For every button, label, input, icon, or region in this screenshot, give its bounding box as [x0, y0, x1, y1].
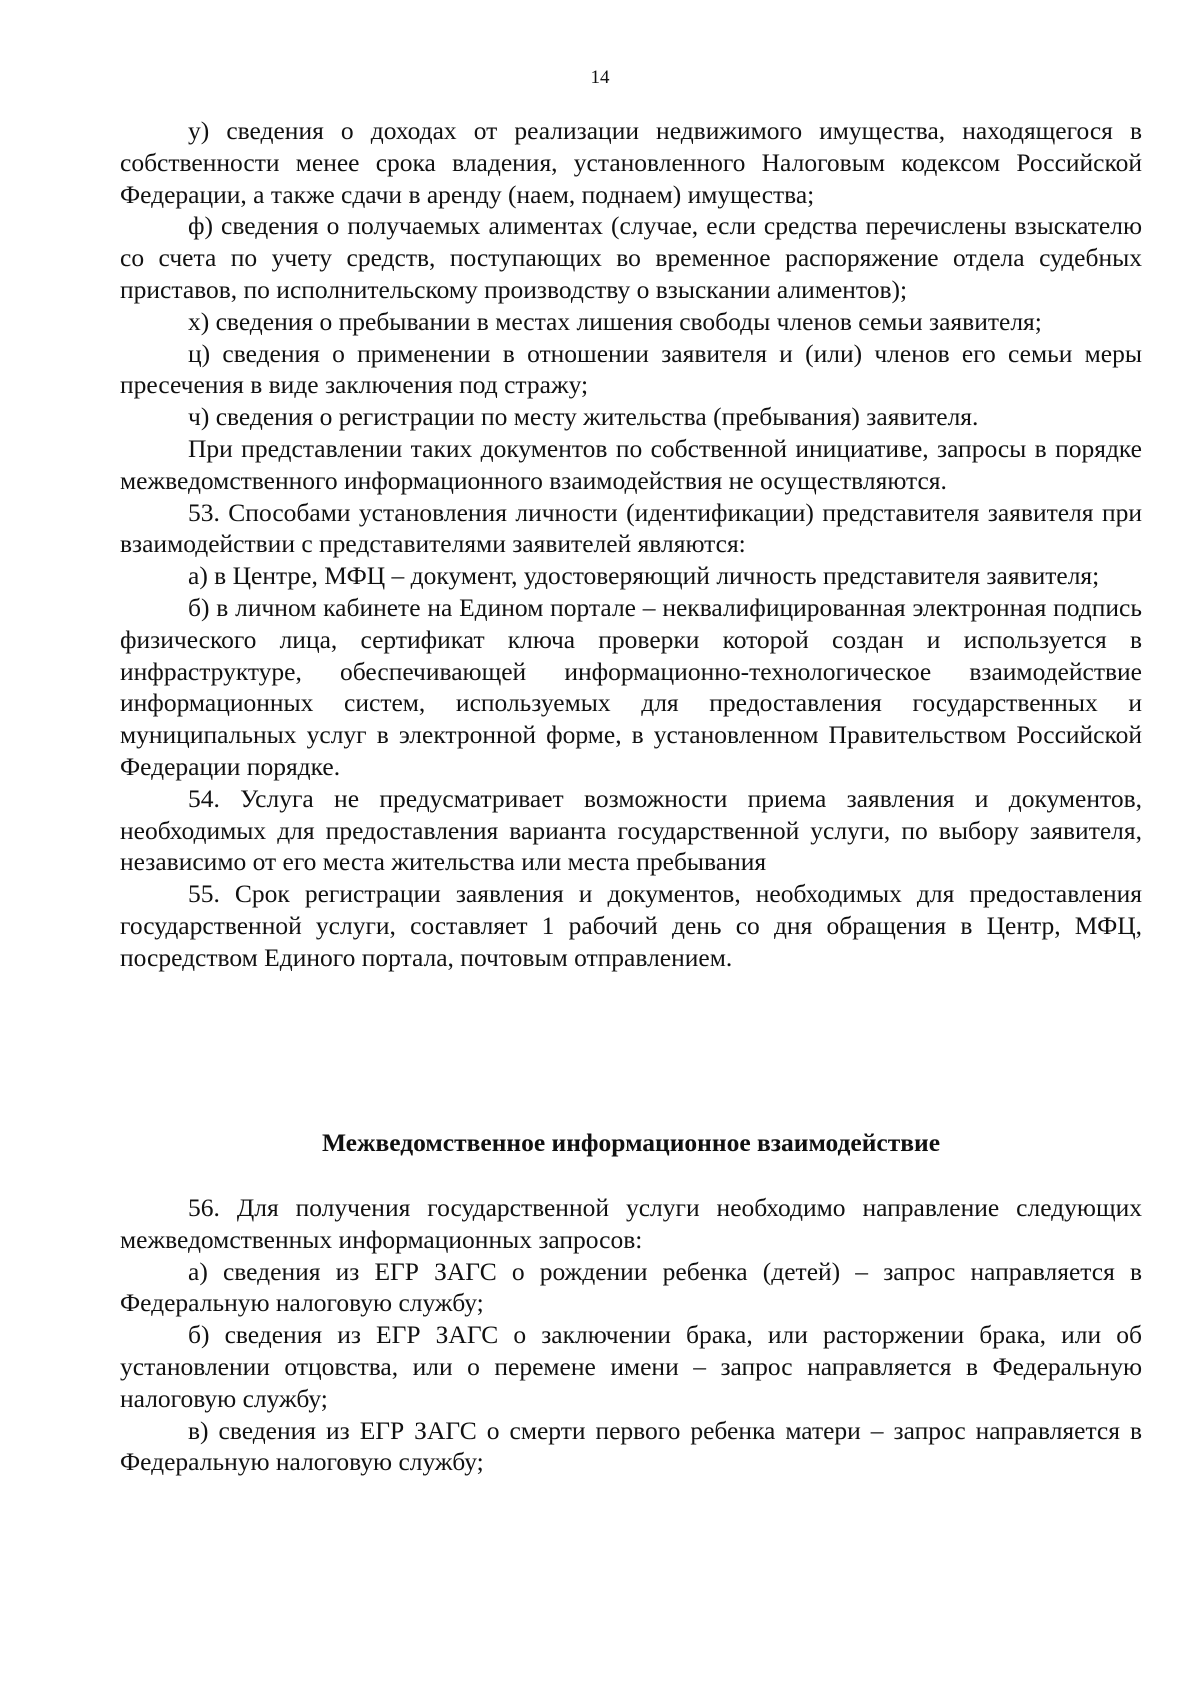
paragraph-f: ф) сведения о получаемых алиментах (случае, если средства перечислены взыскателю со счета по учету средств, поступающих во временное распоряжение отдела судебных приставов, по исполнительскому производству о взыскании алиментов); — [120, 211, 1142, 304]
paragraph-56-b: б) сведения из ЕГР ЗАГС о заключении брака, или расторжении брака, или об установлении отцовства, или о перемене имени – запрос направляется в Федеральную налоговую службу; — [120, 1320, 1142, 1413]
page-number: 14 — [590, 67, 610, 88]
section-heading: Межведомственное информационное взаимодействие — [321, 1128, 941, 1157]
paragraph-54: 54. Услуга не предусматривает возможности приема заявления и документов, необходимых для предоставления варианта государственной услуги, по выбору заявителя, независимо от его места жительства или места пребывания — [120, 783, 1142, 877]
paragraph-56: 56. Для получения государственной услуги необходимо направление следующих межведомственных информационных запросов: — [120, 1193, 1142, 1254]
paragraph-56-a: а) сведения из ЕГР ЗАГС о рождении ребенка (детей) – запрос направляется в Федеральную налоговую службу; — [120, 1256, 1142, 1318]
body-text-top — [120, 115, 1142, 974]
paragraph-ts: ц) сведения о применении в отношении заявителя и (или) членов его семьи меры пресечения в виде заключения под стражу; — [120, 338, 1142, 400]
paragraph-53-a: а) в Центре, МФЦ – документ, удостоверяющий личность представителя заявителя; — [188, 561, 1100, 591]
paragraph-55: 55. Срок регистрации заявления и документов, необходимых для предоставления государственной услуги, составляет 1 рабочий день со дня обращения в Центр, МФЦ, посредством Единого портала, почтовым отправлением. — [120, 879, 1142, 972]
paragraph-kh: х) сведения о пребывании в местах лишения свободы членов семьи заявителя; — [188, 306, 1042, 336]
paragraph-u: у) сведения о доходах от реализации недвижимого имущества, находящегося в собственности менее срока владения, установленного Налоговым кодексом Российской Федерации, а также сдачи в аренду (наем, поднаем) имущества; — [120, 116, 1142, 209]
paragraph-53-b: б) в личном кабинете на Едином портале – неквалифицированная электронная подпись физического лица, сертификат ключа проверки которой создан и используется в инфраструктуре, обеспечивающей информационно-технологическое взаимодействие информационных систем, используемых для предоставления государственных и муниципальных услуг в электронной форме, в установленном Правительством Российской Федерации порядке. — [120, 592, 1142, 781]
body-text-bottom — [120, 1192, 1142, 1478]
paragraph-initiative: При представлении таких документов по собственной инициативе, запросы в порядке межведомственного информационного взаимодействия не осуществляются. — [120, 433, 1142, 495]
paragraph-ch: ч) сведения о регистрации по месту жительства (пребывания) заявителя. — [188, 402, 979, 432]
paragraph-53: 53. Способами установления личности (идентификации) представителя заявителя при взаимодействии с представителями заявителей являются: — [120, 497, 1142, 559]
paragraph-56-v: в) сведения из ЕГР ЗАГС о смерти первого ребенка матери – запрос направляется в Федеральную налоговую службу; — [120, 1415, 1142, 1477]
